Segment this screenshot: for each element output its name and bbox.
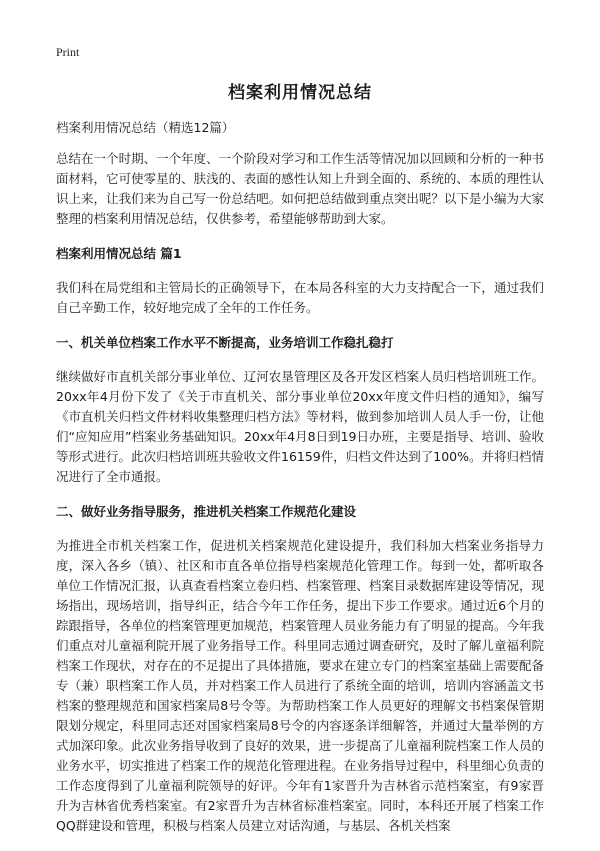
document-title: 档案利用情况总结 [228, 83, 372, 103]
document-page [56, 44, 544, 851]
print-label: Print [56, 45, 80, 59]
paragraph-2: 为推进全市机关档案工作，促进机关档案规范化建设提升，我们科加大档案业务指导力度，深入各乡（镇）、社区和市直各单位指导档案规范化管理工作。每到一处，都听取各单位工作情况汇报，认真查看档案立卷归档、档案管理、档案目录数据库建设等情况，现场指出，现场培训，指导纠正，结合今年工作任务，提出下步工作要求。通过近6个月的踪跟指导，各单位的档案管理更加规范，档案管理人员业务能力有了明显的提高。今年我们重点对儿童福利院开展了业务指导工作。科里同志通过调查研究，及时了解儿童福利院档案工作现状，对存在的不足提出了具体措施，要求在建立专门的档案室基础上需要配备专（兼）职档案工作人员，并对档案工作人员进行了系统全面的培训，培训内容涵盖文书档案的整理规范和国家档案局8号令等。为帮助档案工作人员更好的理解文书档案保管期限划分规定，科里同志还对国家档案局8号令的内容逐条详细解答，并通过大量举例的方式加深印象。此次业务指导收到了良好的效果，进一步提高了儿童福利院档案工作人员的业务水平，切实推进了档案工作的规范化管理进程。在业务指导过程中，科里细心负责的工作态度得到了儿童福利院领导的好评。今年有1家晋升为吉林省示范档案室，有9家晋升为吉林省优秀档案室。有2家晋升为吉林省标准档案室。同时，本科还开展了档案工作QQ群建设和管理，积极与档案人员建立对话沟通，与基层、各机关档案 [56, 538, 544, 833]
section-title: 档案利用情况总结 篇1 [56, 246, 182, 261]
heading-1: 一、机关单位档案工作水平不断提高，业务培训工作稳扎稳打 [56, 335, 394, 350]
section-intro-paragraph: 我们科在局党组和主管局长的正确领导下，在本局各科室的大力支持配合一下，通过我们自己辛勤工作，较好地完成了全年的工作任务。 [56, 280, 544, 315]
heading-2: 二、做好业务指导服务，推进机关档案工作规范化建设 [56, 504, 357, 519]
paragraph-1: 继续做好市直机关部分事业单位、辽河农垦管理区及各开发区档案人员归档培训班工作。20xx年4月份下发了《关于市直机关、部分事业单位20xx年度文件归档的通知》，编写《市直机关归档文件材料收集整理归档方法》等材料，做到参加培训人员人手一份，让他们“应知应用”档案业务基础知识。20xx年4月8日到19日办班，主要是指导、培训、验收等形式进行。此次归档培训班共验收文件16159件，归档文件达到了100%。并将归档情况进行了全市通报。 [56, 369, 545, 484]
intro-paragraph: 总结在一个时期、一个年度、一个阶段对学习和工作生活等情况加以回顾和分析的一种书面材料，它可使零星的、肤浅的、表面的感性认知上升到全面的、系统的、本质的理性认识上来，让我们来为自己写一份总结吧。如何把总结做到重点突出呢？以下是小编为大家整理的档案利用情况总结，仅供参考，希望能够帮助到大家。 [56, 151, 544, 226]
document-subtitle: 档案利用情况总结（精选12篇） [56, 120, 235, 135]
